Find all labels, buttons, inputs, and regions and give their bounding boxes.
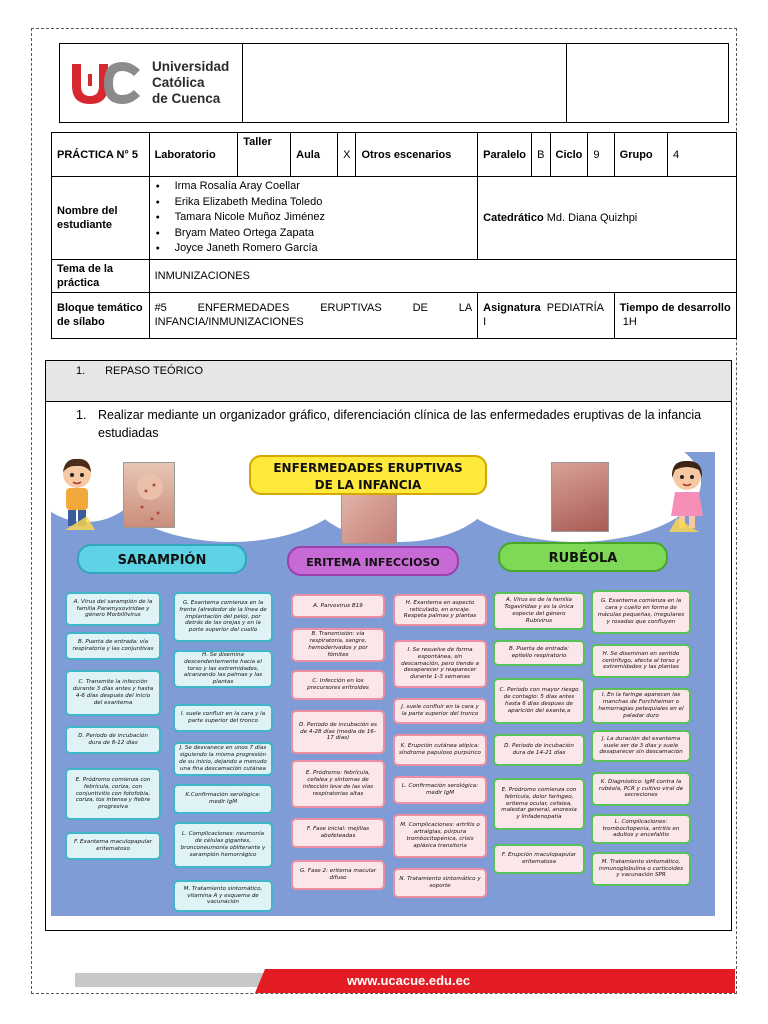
sarampion-card-f: F. Exantema maculopapular eritematoso: [65, 832, 161, 860]
rubeola-card-j: J. La duración del exantema suele ser de 3 días y suele desaparecer sin descamación: [591, 730, 691, 762]
sarampion-card-j: J. Se desvanece en unos 7 días siguiendo la misma progresión de su inicio, dejando a menudo una fina descamación cutánea: [173, 742, 273, 776]
repaso-number: 1.: [76, 365, 86, 377]
rubeola-card-h: H. Se diseminan en sentido centrífugo, afecta al torso y extremidades y las plantas: [591, 644, 691, 678]
task-text: Realizar mediante un organizador gráfico, diferenciación clínica de las enfermedades eruptivas de la infancia estudiadas: [98, 408, 702, 440]
aula-mark: X: [338, 133, 356, 177]
boy-character-icon: [57, 456, 97, 539]
grupo-value: 4: [667, 133, 736, 177]
header-table: [59, 43, 729, 123]
title-line2: DE LA INFANCIA: [314, 478, 422, 492]
eritema-card-j: J. suele confluir en la cara y la parte superior del tronco: [393, 698, 487, 724]
header-blank-cell: [243, 44, 567, 123]
sarampion-header: SARAMPIÓN: [77, 544, 247, 574]
header-blank-cell-right: [567, 44, 729, 123]
rubeola-card-g: G. Exantema comienza en la cara y cuello en forma de máculas pequeñas, irregulares y rosadas que confluyen: [591, 590, 691, 634]
sarampion-card-i: I. suele confluir en la cara y la parte superior del tronco: [173, 704, 273, 732]
bloque-label: Bloque temático de sílabo: [52, 292, 150, 338]
catedratico-cell: [478, 177, 737, 260]
repaso-header: [46, 361, 731, 402]
nombre-label: Nombre del estudiante: [52, 177, 150, 260]
eritema-card-g: G. Fase 2: eritema macular difuso: [291, 860, 385, 890]
student-item: ● Irma Rosalía Aray Coellar: [155, 179, 473, 195]
eritema-header: ERITEMA INFECCIOSO: [287, 546, 459, 576]
sarampion-card-b: B. Puerta de entrada: vía respiratoria y las conjuntivas: [65, 632, 161, 660]
rubeola-card-e: E. Pródromo comienza con febrícula, dolor faríngeo, eritema ocular, cefalea, malestar general, anorexia y linfadenopatía: [493, 778, 585, 830]
practica-label: PRÁCTICA N° 5: [52, 133, 150, 177]
rubeola-card-m: M. Tratamiento sintomático, inmunoglobulina o corticoides y vacunación SPR: [591, 852, 691, 886]
tiempo-value: 1H: [622, 316, 637, 328]
aula-label: Aula: [291, 133, 338, 177]
laboratorio-label: Laboratorio: [149, 133, 238, 177]
logo-cell: [60, 44, 243, 123]
tema-value: INMUNIZACIONES: [149, 259, 736, 292]
tiempo-label: Tiempo de desarrollo: [619, 302, 731, 314]
student-item: ● Joyce Janeth Romero García: [155, 241, 473, 257]
asignatura-label: Asignatura: [483, 302, 541, 314]
otros-label: Otros escenarios: [356, 133, 478, 177]
bloque-value: #5 ENFERMEDADES ERUPTIVAS DE LA INFANCIA/INMUNIZACIONES: [149, 292, 478, 338]
catedratico-label: Catedrático: [483, 211, 544, 224]
paralelo-label: Paralelo: [478, 133, 532, 177]
sarampion-card-e: E. Pródromo comienza con febrícula, coriza, con conjuntivitis con fotofobia, coriza, tos intensa y fiebre progresiva: [65, 768, 161, 820]
uc-logo-icon: [68, 56, 144, 110]
footer-red-bar: [255, 969, 735, 993]
eritema-card-l: L. Confirmación serológica: medir IgM: [393, 776, 487, 804]
student-item: ● Bryam Mateo Ortega Zapata: [155, 226, 473, 242]
task-number: 1.: [76, 408, 87, 422]
student-item: ● Tamara Nicole Muñoz Jiménez: [155, 210, 473, 226]
eritema-card-i: I. Se resuelve de forma espontánea, sin descamación, pero tiende a desaparecer y reaparecer durante 1-3 semanas: [393, 640, 487, 688]
university-name-line1: Universidad: [152, 59, 230, 74]
eritema-card-b: B. Transmisión: vía respiratoria, sangre, hemoderivados y por fómites: [291, 628, 385, 662]
eritema-card-a: A. Parvovirus B19: [291, 594, 385, 618]
girl-character-icon: [667, 458, 707, 541]
ciclo-label: Ciclo: [550, 133, 588, 177]
rubella-skin-photo: [551, 462, 609, 532]
taller-label: Taller: [238, 133, 291, 177]
university-logo: [68, 56, 242, 110]
rubeola-card-i: I. En la faringe aparecen las manchas de Forchheimer o hemorragias petequiales en el paladar duro: [591, 688, 691, 724]
infographic: [51, 452, 715, 916]
eritema-card-d: D. Periodo de incubación es de 4-28 días (media de 16-17 días): [291, 710, 385, 754]
repaso-label: REPASO TEÓRICO: [105, 365, 204, 377]
university-name-line2: Católica: [152, 75, 205, 90]
eritema-card-c: C. Infección en los precursores eritroides: [291, 670, 385, 700]
erythema-skin-photo: [341, 494, 397, 544]
rubeola-header: RUBÉOLA: [498, 542, 668, 572]
eritema-card-h: H. Exantema en aspecto reticulado, en encaje. Respeta palmas y plantas: [393, 594, 487, 626]
rubeola-card-d: D. Periodo de incubación dura de 14-21 días: [493, 734, 585, 766]
footer-website-link[interactable]: www.ucacue.edu.ec: [347, 973, 471, 988]
sarampion-card-d: D. Periodo de incubación dura de 8-12 días: [65, 726, 161, 754]
sarampion-card-h: H. Se disemina descendentemente hacia el torso y las extremidades, alcanzando las palmas y las plantas: [173, 650, 273, 688]
university-name-line3: de Cuenca: [152, 91, 221, 106]
sarampion-card-m: M. Tratamiento sintomático, vitamina A y esquema de vacunación: [173, 880, 273, 912]
students-cell: [149, 177, 478, 260]
students-list: [155, 179, 473, 257]
ciclo-value: 9: [588, 133, 614, 177]
eritema-card-f: F. Fase inicial: mejillas abofeteadas: [291, 818, 385, 848]
measles-child-photo: [123, 462, 175, 528]
rubeola-card-k: K. Diagnóstico: IgM contra la rubéola, PCR y cultivo viral de secreciones: [591, 772, 691, 806]
eritema-card-n: N. Tratamiento sintomático y soporte: [393, 868, 487, 898]
asignatura-cell: [478, 292, 614, 338]
eritema-card-m: M. Complicaciones: artritis o artralgias, púrpura trombocitopénica, crisis aplásica transitoria: [393, 814, 487, 858]
eritema-card-k: K. Erupción cutánea atípica: síndrome papuloso purpúrico: [393, 734, 487, 766]
infographic-title: [249, 455, 487, 495]
info-table: [51, 132, 737, 339]
rubeola-card-b: B. Puerta de entrada: epitelio respiratorio: [493, 640, 585, 666]
asignatura-value: PEDIATRÍA I: [483, 302, 604, 328]
title-line1: ENFERMEDADES ERUPTIVAS: [273, 461, 463, 475]
tema-label: Tema de la práctica: [52, 259, 150, 292]
sarampion-card-l: L. Complicaciones: neumonía de células gigantes, bronconeumonía obliterante y sarampión hemorrágico: [173, 822, 273, 868]
catedratico-value: Md. Diana Quizhpi: [546, 211, 638, 224]
rubeola-card-f: F. Erupción maculopapular eritematosa: [493, 844, 585, 874]
sarampion-card-k: K.Confirmación serológica: medir IgM: [173, 784, 273, 814]
rubeola-card-l: L. Complicaciones: trombocitopenia, artritis en adultos y encefalitis: [591, 814, 691, 844]
eritema-card-e: E. Pródromo: febrícula, cefalea y síntomas de infección leve de las vías respiratorias altas: [291, 760, 385, 808]
student-item: ● Erika Elizabeth Medina Toledo: [155, 195, 473, 211]
sarampion-card-g: G. Exantema comienza en la frente (alrededor de la línea de implantación del pelo), por detrás de las orejas y en la porte superior del cuello: [173, 592, 273, 642]
sarampion-card-a: A. Virus del sarampión de la familia Paramyxoviridae y género Morbillivirus: [65, 592, 161, 626]
rubeola-card-a: A. Virus es de la familia Togaviridae y es la única especie del género Rubivirus: [493, 592, 585, 630]
tiempo-cell: [614, 292, 736, 338]
rubeola-card-c: C. Periodo con mayor riesgo de contagio: 5 días antes hasta 6 días despues de aparición del exante,a: [493, 678, 585, 724]
paralelo-value: B: [532, 133, 550, 177]
sarampion-card-c: C. Transmite la infección durante 3 días antes y hasta 4-6 días después del inicio del exantema: [65, 670, 161, 716]
grupo-label: Grupo: [614, 133, 667, 177]
footer-grey-bar: [75, 973, 265, 987]
task-instruction: [76, 406, 726, 442]
